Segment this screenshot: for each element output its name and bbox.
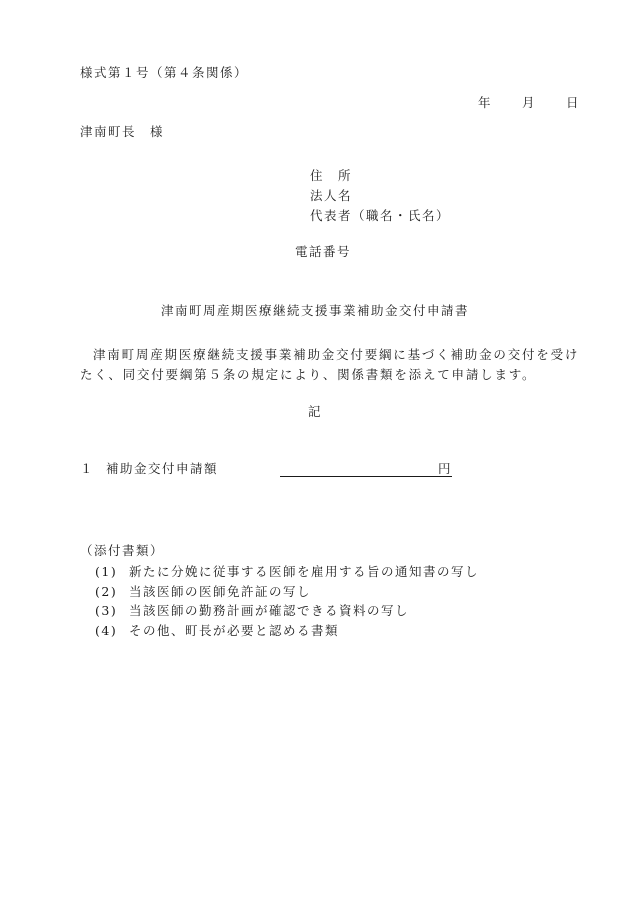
addressee-honorific: 様 <box>150 124 165 139</box>
form-number: 様式第１号（第４条関係） <box>80 65 249 80</box>
list-item-text: 当該医師の医師免許証の写し <box>129 583 312 599</box>
list-item-number: (3) <box>95 603 118 618</box>
addressee <box>80 124 164 140</box>
list-item <box>95 562 479 582</box>
list-item <box>95 601 479 621</box>
list-item-number: (1) <box>95 564 118 579</box>
date-day-label: 日 <box>565 95 580 110</box>
address-label: 住 所 <box>310 168 353 183</box>
amount-label: 補助金交付申請額 <box>106 461 219 476</box>
date-year-label: 年 <box>477 95 492 110</box>
list-item-number: (4) <box>95 622 118 638</box>
amount-unit: 円 <box>437 461 452 476</box>
list-item <box>95 582 479 602</box>
list-item-text: 新たに分娩に従事する医師を雇用する旨の通知書の写し <box>129 564 480 579</box>
list-item-number: (2) <box>95 583 118 599</box>
amount-row <box>80 461 452 477</box>
amount-number: １ <box>80 461 95 476</box>
date-month-label: 月 <box>521 95 536 110</box>
addressee-name: 津南町長 <box>80 124 137 139</box>
list-item <box>95 621 479 641</box>
amount-blank-line <box>280 461 452 477</box>
phone-label: 電話番号 <box>295 244 352 259</box>
corp-name-label: 法人名 <box>310 188 353 203</box>
document-title: 津南町周産期医療継続支援事業補助金交付申請書 <box>160 303 469 318</box>
representative-label: 代表者（職名・氏名） <box>310 208 451 223</box>
date-line <box>478 95 580 111</box>
list-item-text: その他、町長が必要と認める書類 <box>129 622 340 638</box>
list-item-text: 当該医師の勤務計画が確認できる資料の写し <box>129 603 410 618</box>
body-paragraph: 津南町周産期医療継続支援事業補助金交付要綱に基づく補助金の交付を受けたく、同交付要綱第５条の規定により、関係書類を添えて申請します。 <box>80 347 580 382</box>
ki-marker: 記 <box>307 404 322 419</box>
attachments-heading: （添付書類） <box>80 543 165 558</box>
attachments-list <box>95 562 479 640</box>
applicant-block <box>310 166 450 226</box>
